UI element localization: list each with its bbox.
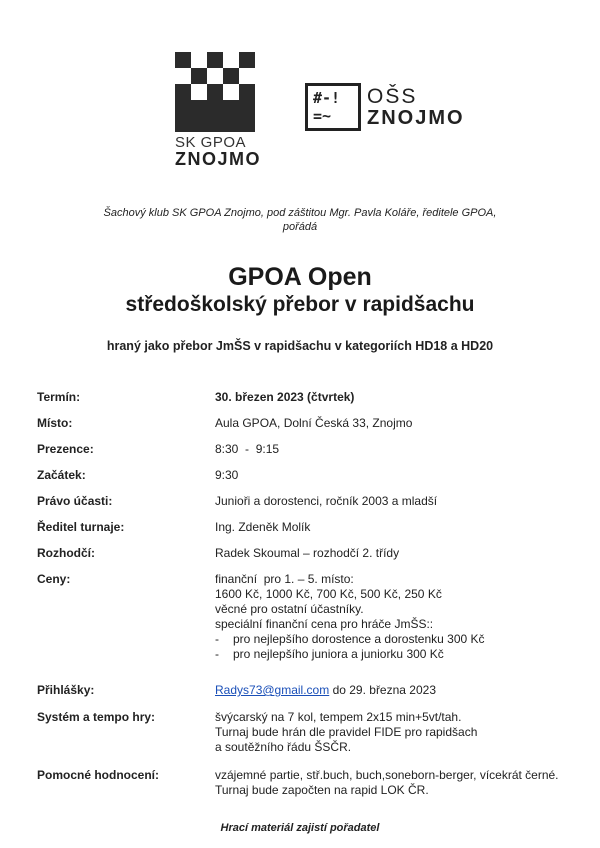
label-prihlasky: Přihlášky:: [37, 683, 95, 697]
value-ceny: finanční pro 1. – 5. místo: 1600 Kč, 1000 Kč, 700 Kč, 500 Kč, 250 Kč věcné pro ostatní účastníky. speciální finanční cena pro hráče JmŠS:: - pro nejlepšího dorostence a dorostenku 300 Kč - pro nejlepšího juniora a juniorku 300 Kč: [215, 572, 485, 661]
chess-notation-icon: #-! =~: [305, 83, 361, 131]
label-prezence: Prezence:: [37, 442, 94, 456]
value-rozhodci: Radek Skoumal – rozhodčí 2. třídy: [215, 546, 400, 560]
label-misto: Místo:: [37, 416, 73, 430]
page-subtitle-category: hraný jako přebor JmŠS v rapidšachu v kategoriích HD18 a HD20: [106, 339, 494, 353]
label-pomocne: Pomocné hodnocení:: [37, 768, 160, 782]
label-reditel: Ředitel turnaje:: [37, 520, 125, 534]
label-zacatek: Začátek:: [37, 468, 86, 482]
label-termin: Termín:: [37, 390, 81, 404]
list-item: - pro nejlepšího juniora a juniorku 300 Kč: [215, 647, 444, 661]
value-pomocne: vzájemné partie, stř.buch, buch,soneborn-berger, vícekrát černé. Turnaj bude započten na rapid LOK ČR.: [215, 768, 559, 797]
email-link[interactable]: Radys73@gmail.com: [215, 683, 330, 697]
page-subtitle: středoškolský přebor v rapidšachu: [125, 293, 475, 316]
logo-text-sk-gpoa: SK GPOA: [175, 134, 247, 151]
logo-text-znojmo: ZNOJMO: [175, 149, 262, 169]
label-system: Systém a tempo hry:: [37, 710, 156, 724]
value-pravo-ucasti: Junioři a dorostenci, ročník 2003 a mladší: [215, 494, 438, 508]
list-item: - pro nejlepšího dorostence a dorostenku 300 Kč: [215, 632, 485, 646]
value-misto: Aula GPOA, Dolní Česká 33, Znojmo: [215, 416, 413, 430]
footer-note: Hrací materiál zajistí pořadatel: [220, 822, 380, 834]
label-pravo-ucasti: Právo účasti:: [37, 494, 113, 508]
page-title: GPOA Open: [228, 263, 372, 291]
label-ceny: Ceny:: [37, 572, 71, 586]
value-prezence: 8:30 - 9:15: [215, 442, 280, 456]
value-prihlasky: Radys73@gmail.com do 29. března 2023: [215, 683, 436, 697]
value-termin: 30. březen 2023 (čtvrtek): [215, 390, 355, 404]
intro-text: Šachový klub SK GPOA Znojmo, pod záštitou Mgr. Pavla Koláře, ředitele GPOA, pořádá: [103, 207, 497, 233]
value-reditel: Ing. Zdeněk Molík: [215, 520, 311, 534]
sk-gpoa-logo: [175, 52, 262, 170]
logo-text-oss: OŠS: [367, 85, 418, 108]
value-system: švýcarský na 7 kol, tempem 2x15 min+5vt/tah. Turnaj bude hrán dle pravidel FIDE pro rapidšach a soutěžního řádu ŠSČR.: [215, 710, 478, 754]
chessboard-icon: [175, 52, 255, 132]
logo-text-znojmo-oss: ZNOJMO: [367, 107, 465, 129]
value-zacatek: 9:30: [215, 468, 239, 482]
label-rozhodci: Rozhodčí:: [37, 546, 95, 560]
